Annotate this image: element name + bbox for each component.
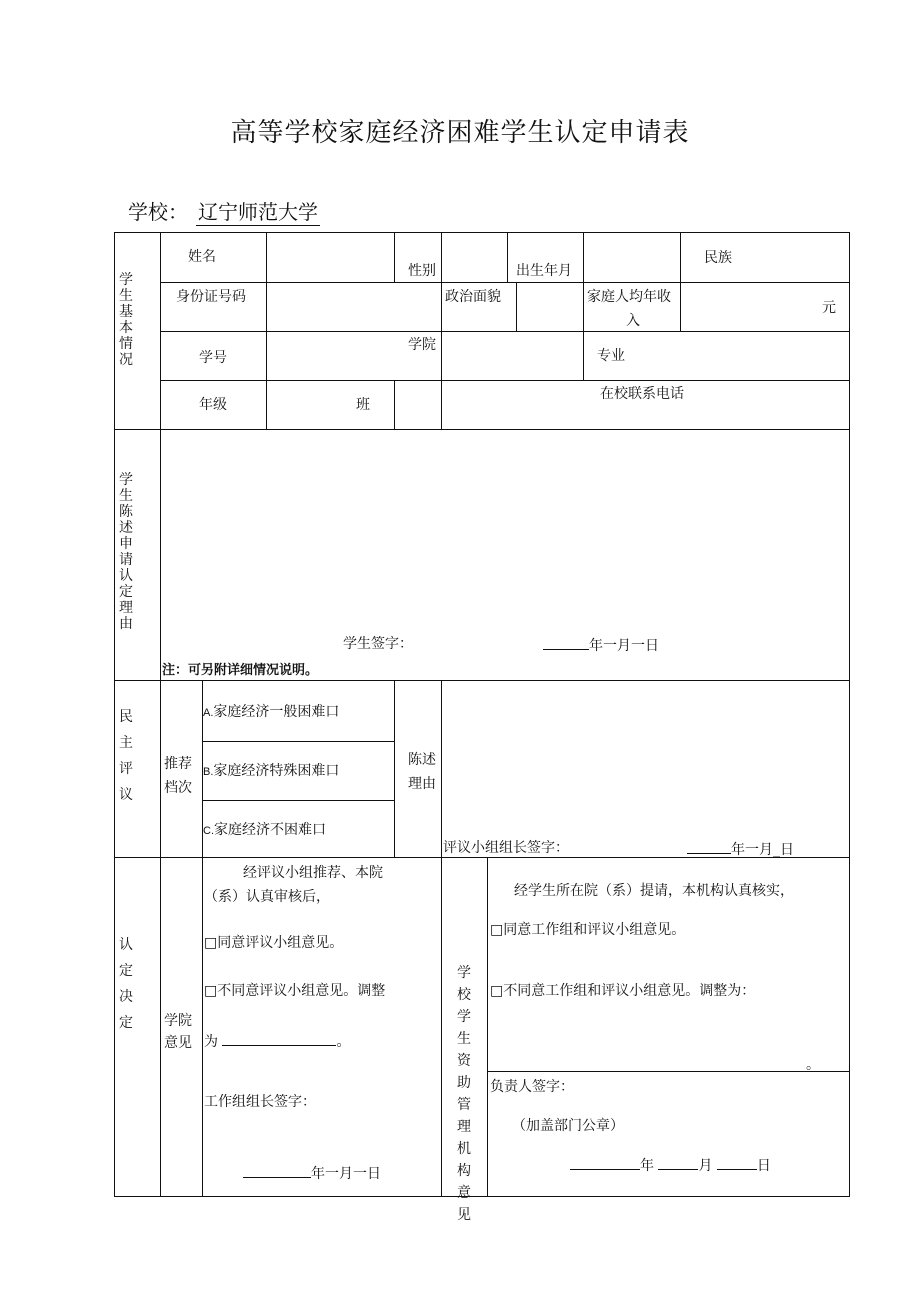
reason-label-line2: 理由 (408, 776, 436, 792)
school-text: 经学生所在院（系）提请，本机构认真核实， (514, 883, 794, 899)
official-stamp-note: （加盖部门公章） (512, 1118, 624, 1134)
college-text-line2: （系）认真审核后， (204, 889, 330, 905)
student-no-input[interactable] (267, 332, 441, 380)
review-reason-input[interactable] (442, 681, 849, 831)
school-agree-checkbox[interactable]: □同意工作组和评议小组意见。 (490, 922, 686, 938)
college-label: 学院 (408, 337, 436, 353)
college-opinion-label: 学院意见 (164, 1013, 192, 1051)
family-income-input[interactable] (681, 283, 821, 331)
college-input[interactable] (442, 332, 583, 380)
grade-label: 年级 (199, 397, 227, 413)
student-no-label: 学号 (199, 350, 227, 366)
college-text-line1: 经评议小组推荐、本院 (243, 865, 383, 881)
phone-input[interactable] (442, 405, 849, 429)
school-adjust-suffix: 。 (806, 1057, 820, 1073)
major-input[interactable] (640, 332, 849, 380)
form-title: 高等学校家庭经济困难学生认定申请表 (230, 118, 690, 148)
grade-input[interactable] (267, 381, 353, 429)
statement-input-area[interactable] (161, 430, 849, 620)
review-section-label: 民主评议 (119, 709, 133, 803)
name-input[interactable] (267, 233, 394, 282)
workgroup-signature-label: 工作组组长签字： (204, 1094, 316, 1110)
college-agree-checkbox[interactable]: □同意评议小组意见。 (204, 935, 344, 951)
option-a[interactable]: A.家庭经济一般困难口 (203, 704, 340, 720)
option-c[interactable]: C.家庭经济不困难口 (203, 822, 326, 838)
statement-note: 注：可另附详细情况说明。 (162, 663, 319, 678)
recommend-level-label: 推荐档次 (164, 756, 192, 796)
family-income-label-line2: 入 (626, 313, 640, 329)
college-disagree-checkbox[interactable]: □不同意评议小组意见。调整 (204, 983, 386, 999)
ethnicity-label: 民族 (704, 250, 732, 266)
option-b[interactable]: B.家庭经济特殊困难口 (203, 763, 340, 779)
student-signature-date: 年一月一日 (543, 637, 659, 653)
phone-label: 在校联系电话 (600, 386, 684, 402)
gender-input[interactable] (442, 233, 507, 282)
school-disagree-checkbox[interactable]: □不同意工作组和评议小组意见。调整为： (490, 983, 756, 999)
responsible-signature-label: 负责人签字： (490, 1079, 574, 1095)
decision-section-label: 认定决定 (119, 937, 133, 1031)
review-leader-signature-label: 评议小组组长签字： (443, 840, 569, 856)
college-date: 年一月一日 (243, 1165, 381, 1181)
college-adjust-field[interactable]: 为 。 (204, 1034, 351, 1050)
political-input[interactable] (517, 283, 583, 331)
school-date: 年 月 日 (570, 1157, 771, 1173)
gender-label: 性别 (408, 263, 436, 279)
family-income-label-line1: 家庭人均年收 (587, 289, 671, 305)
school-opinion-label: 学校学生资助管理机构意见 (457, 965, 471, 1223)
major-label: 专业 (597, 348, 625, 364)
political-label: 政治面貌 (445, 289, 501, 305)
school-value[interactable]: 辽宁师范大学 (196, 196, 320, 226)
review-date: 年一月_日 (687, 841, 794, 857)
id-number-label: 身份证号码 (176, 289, 246, 305)
birth-input[interactable] (584, 233, 680, 282)
school-label: 学校： (128, 200, 188, 224)
id-number-input[interactable] (267, 283, 441, 331)
reason-label-line1: 陈述 (408, 752, 436, 768)
student-signature-label: 学生签字： (343, 636, 413, 652)
class-label: 班 (356, 397, 370, 413)
name-label: 姓名 (188, 249, 216, 265)
yuan-unit: 元 (822, 300, 836, 316)
basic-info-section-label: 学生基本情况 (119, 272, 133, 368)
statement-section-label: 学生陈述申请认定理由 (119, 472, 133, 632)
birth-label: 出生年月 (516, 263, 572, 279)
